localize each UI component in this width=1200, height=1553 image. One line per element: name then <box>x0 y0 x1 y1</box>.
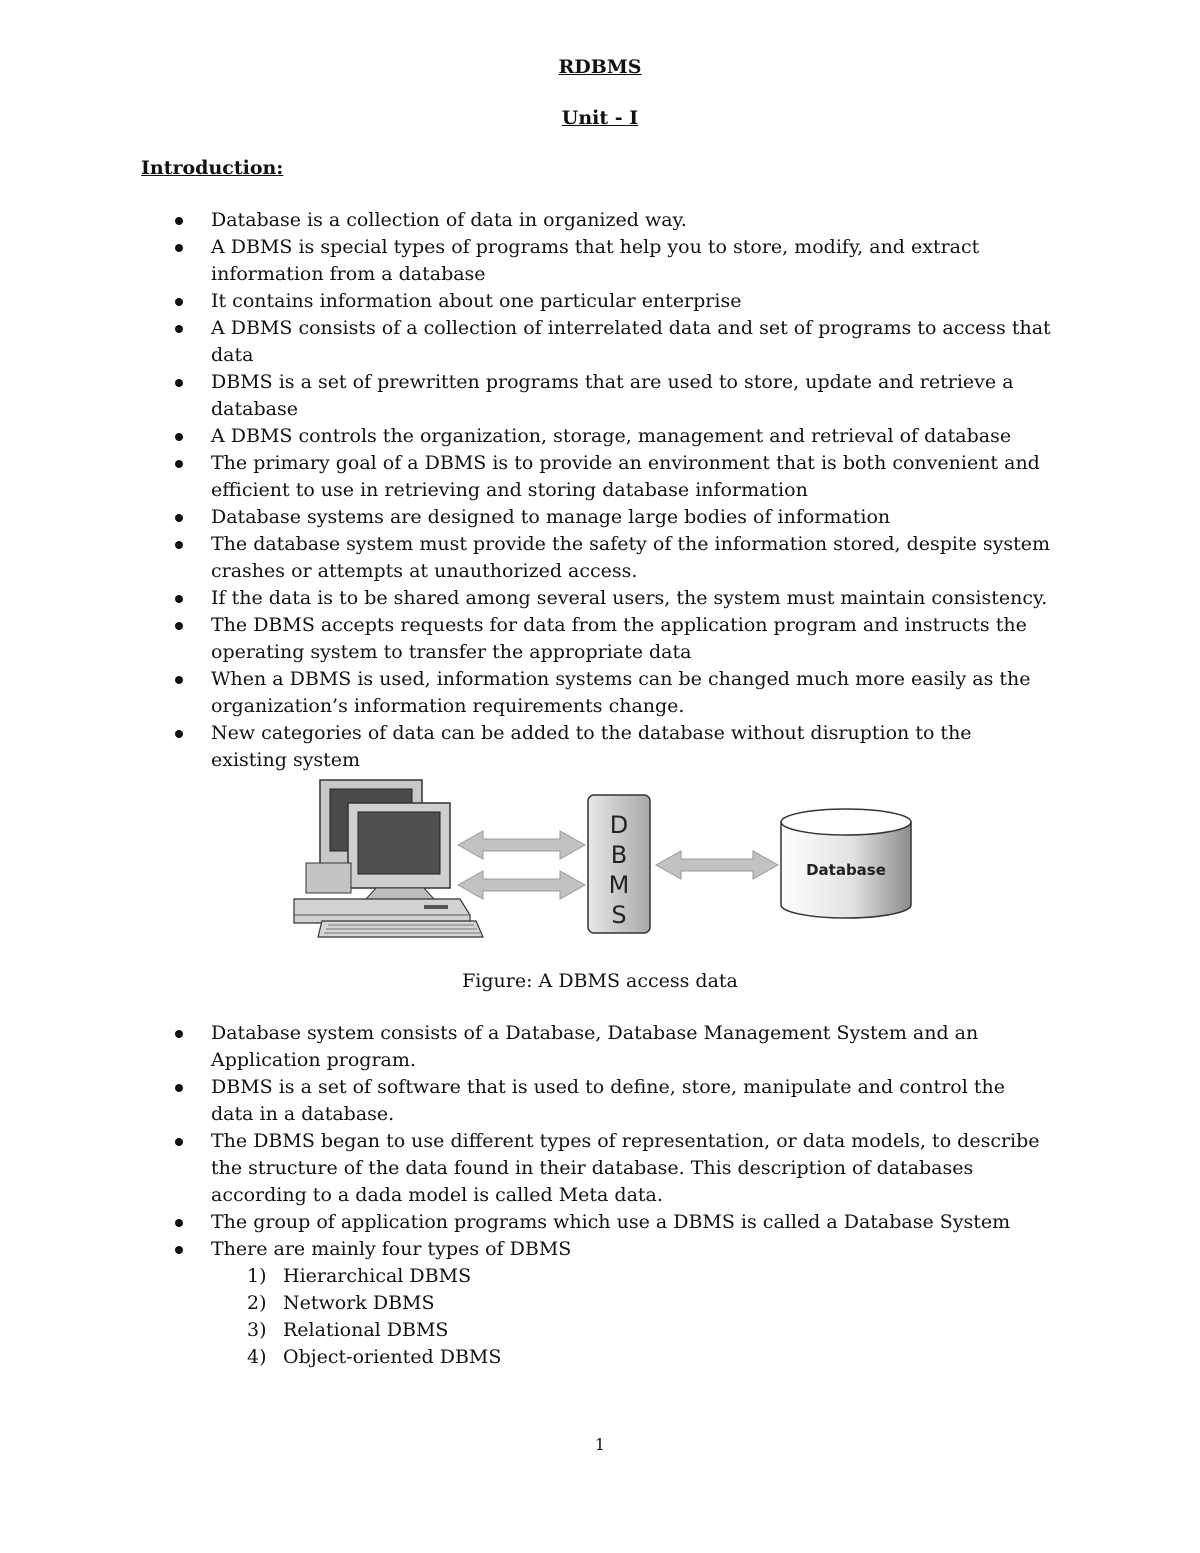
bullet-icon <box>175 1030 183 1038</box>
list-item: If the data is to be shared among several users, the system must maintain consistency. <box>173 585 1053 612</box>
figure-caption: Figure: A DBMS access data <box>462 970 738 992</box>
database-cylinder-icon <box>781 809 911 918</box>
bullet-icon <box>175 514 183 522</box>
bullet-icon <box>175 460 183 468</box>
dbms-letter: S <box>611 901 627 929</box>
list-item: It contains information about one particular enterprise <box>173 288 1053 315</box>
list-item: A DBMS is special types of programs that help you to store, modify, and extract information from a database <box>173 234 1053 288</box>
list-item: When a DBMS is used, information systems can be changed much more easily as the organization’s information requirements change. <box>173 666 1053 720</box>
unit-heading: Unit - I <box>561 107 639 129</box>
dbms-access-figure <box>288 775 918 945</box>
list-item: New categories of data can be added to the database without disruption to the existing system <box>173 720 1053 774</box>
double-arrow-icon <box>458 831 585 859</box>
bullet-icon <box>175 1084 183 1092</box>
bullet-icon <box>175 676 183 684</box>
list-item: DBMS is a set of software that is used to define, store, manipulate and control the data in a database. <box>173 1074 1053 1128</box>
list-item: The group of application programs which use a DBMS is called a Database System <box>173 1209 1053 1236</box>
bullet-icon <box>175 298 183 306</box>
list-item: The DBMS began to use different types of representation, or data models, to describe the structure of the data found in their database. This description of databases according to a dada model is called Meta data. <box>173 1128 1053 1209</box>
dbms-type-item: 2) Network DBMS <box>247 1292 435 1314</box>
introduction-bullet-list <box>173 207 1053 774</box>
bullet-icon <box>175 541 183 549</box>
dbms-types-list <box>211 1263 1053 1371</box>
dbms-diagram <box>288 775 918 945</box>
bullet-icon <box>175 1138 183 1146</box>
dbms-letter: D <box>609 811 629 839</box>
list-item: The DBMS accepts requests for data from the application program and instructs the operating system to transfer the appropriate data <box>173 612 1053 666</box>
computer-workstation-icon <box>294 780 483 937</box>
bullet-icon <box>175 622 183 630</box>
dbms-box <box>588 795 650 933</box>
bullet-icon <box>175 730 183 738</box>
double-arrow-icon <box>656 851 778 879</box>
dbms-letter: B <box>610 841 628 869</box>
list-item: Database is a collection of data in organized way. <box>173 207 1053 234</box>
dbms-type-item: 4) Object-oriented DBMS <box>247 1346 502 1368</box>
list-item: Database system consists of a Database, Database Management System and an Application program. <box>173 1020 1053 1074</box>
introduction-heading: Introduction: <box>141 157 284 179</box>
dbms-type-item: 1) Hierarchical DBMS <box>247 1265 472 1287</box>
bullet-icon <box>175 1246 183 1254</box>
list-item: DBMS is a set of prewritten programs that are used to store, update and retrieve a database <box>173 369 1053 423</box>
bullet-icon <box>175 595 183 603</box>
bullet-icon <box>175 217 183 225</box>
dbms-type-item: 3) Relational DBMS <box>247 1319 449 1341</box>
double-arrow-icon <box>458 871 585 899</box>
document-title: RDBMS <box>558 56 642 78</box>
bullet-icon <box>175 1219 183 1227</box>
dbms-letter: M <box>608 871 630 899</box>
list-item: The database system must provide the safety of the information stored, despite system crashes or attempts at unauthorized access. <box>173 531 1053 585</box>
list-item: There are mainly four types of DBMS 1) Hierarchical DBMS 2) Network DBMS 3) Relational DBMS 4) Object-oriented DBMS <box>173 1236 1053 1371</box>
list-item: A DBMS controls the organization, storage, management and retrieval of database <box>173 423 1053 450</box>
database-label: Database <box>806 861 886 879</box>
bullet-icon <box>175 433 183 441</box>
list-item: A DBMS consists of a collection of interrelated data and set of programs to access that data <box>173 315 1053 369</box>
bullet-icon <box>175 379 183 387</box>
list-item: The primary goal of a DBMS is to provide an environment that is both convenient and efficient to use in retrieving and storing database information <box>173 450 1053 504</box>
bullet-icon <box>175 244 183 252</box>
bullet-icon <box>175 325 183 333</box>
dbms-bullet-list <box>173 1020 1053 1371</box>
page-number: 1 <box>594 1435 606 1454</box>
list-item: Database systems are designed to manage large bodies of information <box>173 504 1053 531</box>
